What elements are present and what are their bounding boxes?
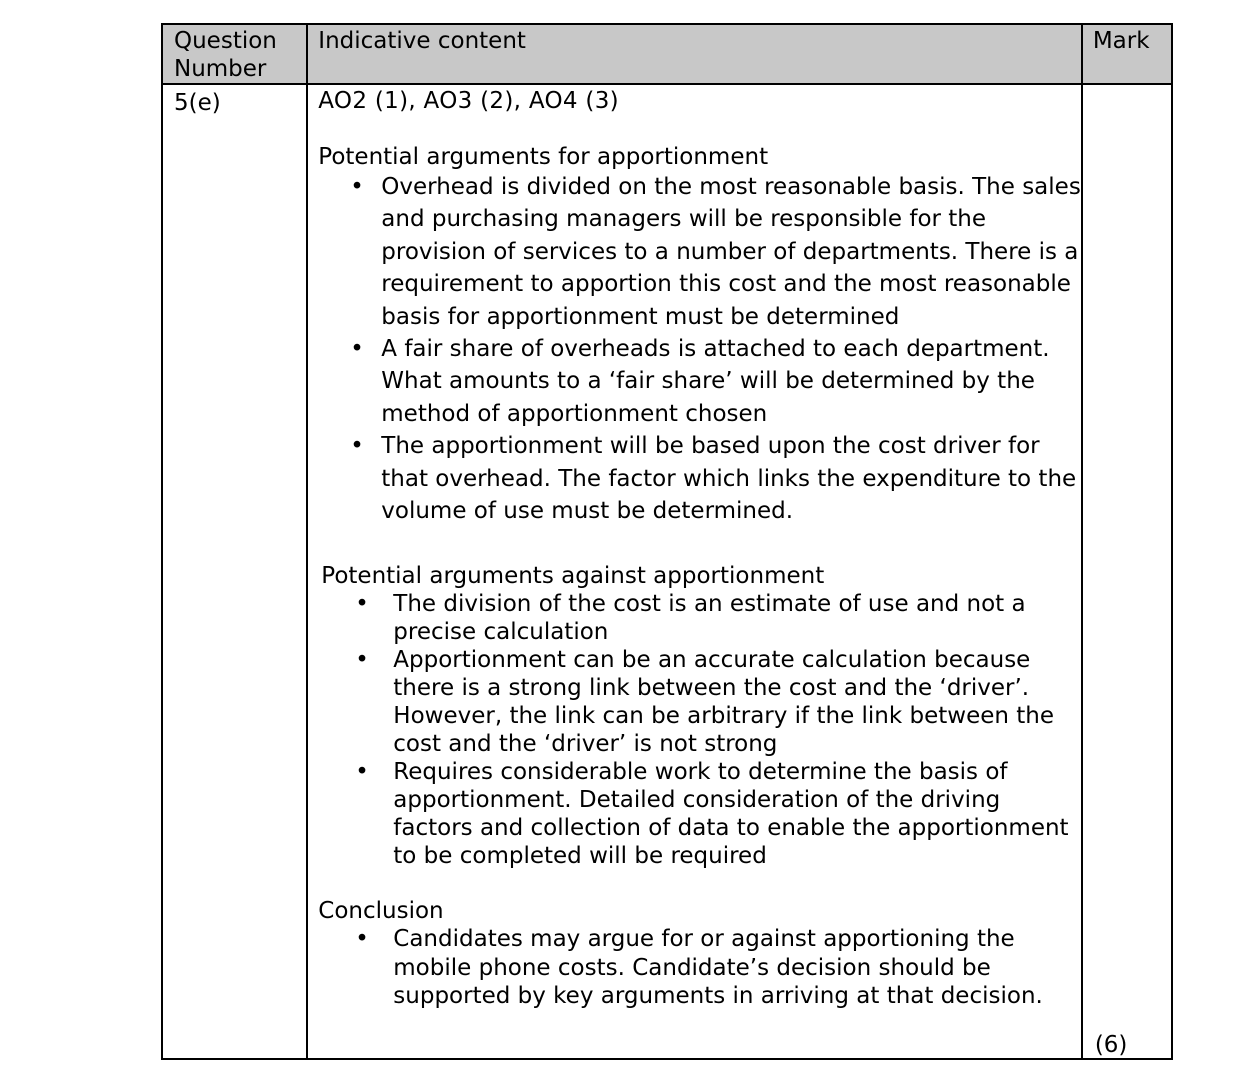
- against-points-list: [318, 590, 1081, 870]
- conclusion-points-list: [318, 925, 1081, 1011]
- mark-cell: [1082, 84, 1172, 1059]
- against-heading: Potential arguments against apportionment: [321, 563, 825, 590]
- table-row: [162, 84, 1172, 1059]
- for-points-list: [318, 171, 1081, 527]
- list-item: • A fair share of overheads is attached to each department. What amounts to a ‘fair share’ will be determined by the method of apportionment chosen: [318, 333, 1081, 430]
- list-item: • Overhead is divided on the most reasonable basis. The sales and purchasing managers will be responsible for the provision of services to a number of departments. There is a requirement to apportion this cost and the most reasonable basis for apportionment must be determined: [318, 171, 1081, 333]
- mark-scheme-table: [161, 23, 1173, 1060]
- assessment-objectives: AO2 (1), AO3 (2), AO4 (3): [318, 88, 619, 114]
- question-number-header: Question Number: [162, 24, 307, 84]
- list-item: • The division of the cost is an estimate of use and not a precise calculation: [318, 590, 1081, 646]
- list-item: • Candidates may argue for or against apportioning the mobile phone costs. Candidate’s decision should be supported by key arguments in arriving at that decision.: [318, 925, 1081, 1011]
- table-header-row: [162, 24, 1172, 84]
- indicative-content-header: Indicative content: [307, 24, 1082, 84]
- mark-header: Mark: [1082, 24, 1172, 84]
- conclusion-heading: Conclusion: [318, 898, 444, 925]
- list-item: • The apportionment will be based upon the cost driver for that overhead. The factor which links the expenditure to the volume of use must be determined.: [318, 430, 1081, 527]
- indicative-content: [307, 84, 1082, 1059]
- question-number: 5(e): [162, 84, 307, 1059]
- mark-value: (6): [1094, 1032, 1128, 1058]
- list-item: • Requires considerable work to determine the basis of apportionment. Detailed consideration of the driving factors and collection of data to enable the apportionment to be completed will be required: [318, 758, 1081, 870]
- for-heading: Potential arguments for apportionment: [318, 144, 769, 170]
- list-item: • Apportionment can be an accurate calculation because there is a strong link between the cost and the ‘driver’. However, the link can be arbitrary if the link between the cost and the ‘driver’ is not strong: [318, 646, 1081, 758]
